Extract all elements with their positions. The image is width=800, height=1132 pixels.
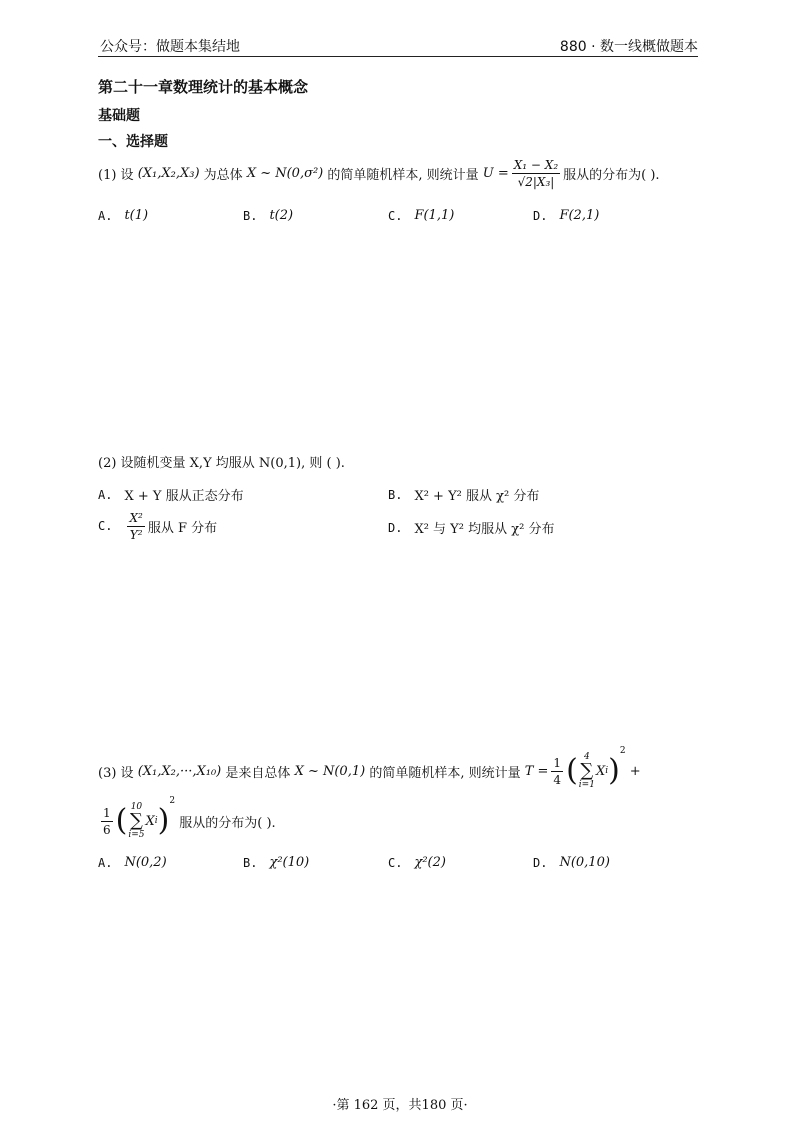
q3-option-d[interactable]: D. N(0,10) [533, 855, 610, 870]
page-footer: ·第 162 页，共180 页· [332, 1098, 468, 1113]
header-left: 公众号：做题本集结地 [100, 39, 240, 55]
q3-option-a[interactable]: A. N(0,2) [98, 855, 167, 870]
chapter-title: 第二十一章数理统计的基本概念 [98, 78, 309, 96]
q1-option-a[interactable]: A. t(1) [98, 208, 149, 223]
section-title: 基础题 [98, 108, 140, 124]
sum-1: 4 ∑ i=1 [578, 752, 595, 790]
q2-c-fraction: $\frac{\text{X²}}{\text{Y²}}$ [129, 510, 143, 542]
q1-option-c[interactable]: C. F(1,1) [388, 208, 455, 223]
q3-option-b[interactable]: B. χ²(10) [243, 855, 310, 870]
sum-2: 10 ∑ i=5 [128, 802, 145, 840]
question-3-stem-line-2: $\frac{1}{6}$ ( 10 ∑ i=5 X i ) 2 服从的分布为( ). [103, 796, 276, 840]
subsection-title: 一、选择题 [98, 134, 168, 150]
q1-fraction: $\frac{\text{X₁ − X₂}}{\text{√2|X₃|}}$ [513, 157, 559, 189]
q1-option-d[interactable]: D. F(2,1) [533, 208, 600, 223]
question-2-stem: (2) 设随机变量 X,Y 均服从 N(0,1), 则 ( ). [98, 456, 345, 471]
q2-option-b[interactable]: B. X² + Y² 服从 χ² 分布 [388, 487, 540, 504]
question-1-stem: (1) 设 (X₁,X₂,X₃) 为总体 X ~ N(0,σ²) 的简单随机样本, 则统计量 U = $\frac{\text{X₁ − X₂}}{\text{√2|X₃|}}$ 服从的分布为( ). [98, 157, 660, 189]
question-3-stem-line-1: (3) 设 (X₁,X₂,···,X₁₀) 是来自总体 X ~ N(0,1) 的简单随机样本, 则统计量 T = $\frac{1}{4}$ ( 4 ∑ i=1 X i ) 2 + [98, 746, 641, 790]
q2-option-c[interactable]: C. $\frac{\text{X²}}{\text{Y²}}$ 服从 F 分布 [98, 510, 218, 542]
header-right: 880 · 数一线概做题本 [559, 39, 698, 55]
q3-option-c[interactable]: C. χ²(2) [388, 855, 446, 870]
q1-option-b[interactable]: B. t(2) [243, 208, 294, 223]
q2-option-a[interactable]: A. X + Y 服从正态分布 [98, 487, 244, 504]
q2-option-d[interactable]: D. X² 与 Y² 均服从 χ² 分布 [388, 520, 555, 537]
header-rule [98, 56, 698, 57]
